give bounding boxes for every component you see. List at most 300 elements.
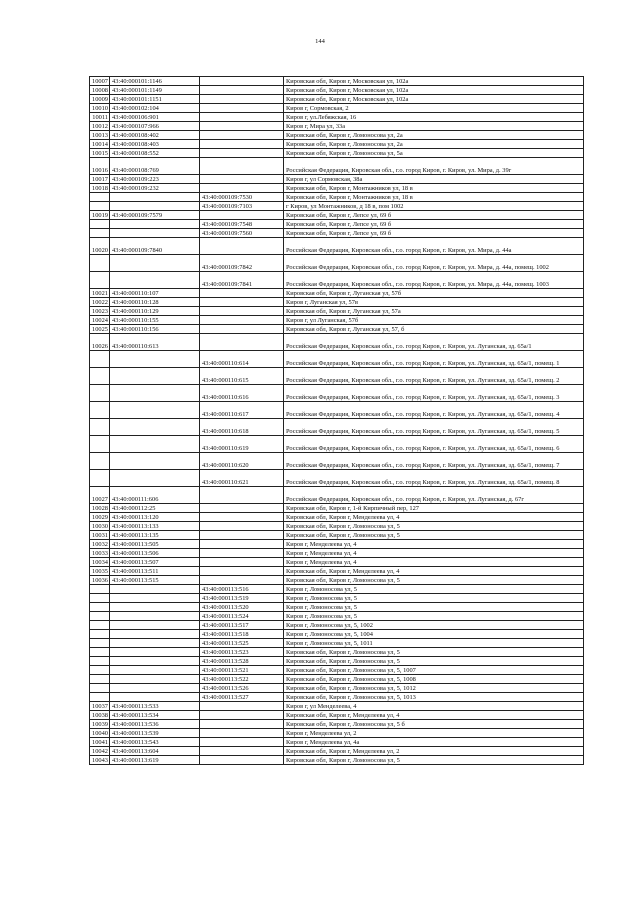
- address-cell: Российская Федерация, Кировская обл., г.о. город Киров, г. Киров, ул. Мира, д. 39г: [284, 158, 584, 175]
- row-number: [90, 675, 110, 684]
- sub-cadastral-number: [200, 149, 284, 158]
- address-cell: Кировская обл, Киров г, Менделеева ул, 4: [284, 567, 584, 576]
- table-row: [90, 657, 584, 666]
- row-number: [90, 612, 110, 621]
- table-row: [90, 149, 584, 158]
- cadastral-number: 43:40:000101:1151: [110, 95, 200, 104]
- row-number: [90, 585, 110, 594]
- address-cell: Кировская обл, Киров г, Ломоносова ул, 5: [284, 756, 584, 765]
- cadastral-number: 43:40:000113:505: [110, 540, 200, 549]
- cadastral-number: 43:40:000109:7840: [110, 238, 200, 255]
- sub-cadastral-number: [200, 140, 284, 149]
- sub-cadastral-number: 43:40:000113:526: [200, 684, 284, 693]
- sub-cadastral-number: [200, 77, 284, 86]
- table-row: [90, 756, 584, 765]
- cadastral-number: [110, 436, 200, 453]
- address-cell: Киров г, ул Сормовская, 38а: [284, 175, 584, 184]
- cadastral-number: [110, 684, 200, 693]
- table-row: [90, 540, 584, 549]
- table-row: [90, 175, 584, 184]
- address-cell: Кировская обл, Киров г, Ломоносова ул, 5: [284, 522, 584, 531]
- sub-cadastral-number: [200, 307, 284, 316]
- cadastral-number: [110, 255, 200, 272]
- sub-cadastral-number: 43:40:000113:522: [200, 675, 284, 684]
- table-row: [90, 702, 584, 711]
- row-number: [90, 351, 110, 368]
- table-row: [90, 747, 584, 756]
- address-cell: Кировская обл, Киров г, Лепсе ул, 69 б: [284, 220, 584, 229]
- row-number: 10039: [90, 720, 110, 729]
- cadastral-number: 43:40:000108:403: [110, 140, 200, 149]
- table-row: [90, 729, 584, 738]
- sub-cadastral-number: [200, 549, 284, 558]
- sub-cadastral-number: 43:40:000110:615: [200, 368, 284, 385]
- address-cell: Киров г, Менделеева ул, 4: [284, 549, 584, 558]
- row-number: 10030: [90, 522, 110, 531]
- address-cell: Кировская обл, Киров г, Монтажников ул, 18 в: [284, 184, 584, 193]
- row-number: 10016: [90, 158, 110, 175]
- row-number: [90, 657, 110, 666]
- table-row: [90, 603, 584, 612]
- row-number: [90, 621, 110, 630]
- row-number: 10031: [90, 531, 110, 540]
- table-row: [90, 630, 584, 639]
- sub-cadastral-number: [200, 576, 284, 585]
- table-row: [90, 113, 584, 122]
- row-number: [90, 648, 110, 657]
- address-cell: Киров г, Сормовская, 2: [284, 104, 584, 113]
- sub-cadastral-number: [200, 289, 284, 298]
- table-row: [90, 522, 584, 531]
- table-row: [90, 513, 584, 522]
- table-row: [90, 238, 584, 255]
- cadastral-number: 43:40:000113:536: [110, 720, 200, 729]
- address-cell: Кировская обл, Киров г, Ломоносова ул, 5, 1007: [284, 666, 584, 675]
- address-cell: Киров г, Менделеева ул, 2: [284, 729, 584, 738]
- sub-cadastral-number: 43:40:000109:7841: [200, 272, 284, 289]
- address-cell: Кировская обл, Киров г, Ломоносова ул, 2а: [284, 131, 584, 140]
- address-cell: Киров г, ул.Лебяжская, 16: [284, 113, 584, 122]
- row-number: 10009: [90, 95, 110, 104]
- address-cell: Кировская обл, Киров г, Ломоносова ул, 5: [284, 648, 584, 657]
- address-cell: Российская Федерация, Кировская обл., г.о. город Киров, г. Киров, ул. Луганская, зд. 65а/1, помещ. 1: [284, 351, 584, 368]
- cadastral-number: [110, 402, 200, 419]
- address-cell: Российская Федерация, Кировская обл., г.о. город Киров, г. Киров, ул. Мира, д. 44а, помещ. 1003: [284, 272, 584, 289]
- sub-cadastral-number: 43:40:000109:7842: [200, 255, 284, 272]
- table-row: [90, 202, 584, 211]
- sub-cadastral-number: [200, 184, 284, 193]
- register-table-body: [90, 77, 584, 765]
- table-row: [90, 368, 584, 385]
- table-row: [90, 720, 584, 729]
- table-row: [90, 131, 584, 140]
- cadastral-number: 43:40:000113:604: [110, 747, 200, 756]
- table-row: [90, 531, 584, 540]
- table-row: [90, 255, 584, 272]
- address-cell: Российская Федерация, Кировская обл., г.о. город Киров, г. Киров, ул. Луганская, зд. 65а/1, помещ. 5: [284, 419, 584, 436]
- address-cell: Кировская обл, Киров г, Менделеева ул, 2: [284, 747, 584, 756]
- row-number: 10029: [90, 513, 110, 522]
- table-row: [90, 621, 584, 630]
- sub-cadastral-number: [200, 113, 284, 122]
- cadastral-number: 43:40:000110:129: [110, 307, 200, 316]
- address-cell: Кировская обл, Киров г, Лепсе ул, 69 б: [284, 211, 584, 220]
- row-number: 10036: [90, 576, 110, 585]
- address-cell: Киров г, ул Луганская, 57б: [284, 316, 584, 325]
- sub-cadastral-number: 43:40:000110:616: [200, 385, 284, 402]
- cadastral-number: [110, 693, 200, 702]
- address-cell: Киров г, Мира ул, 33а: [284, 122, 584, 131]
- address-cell: Кировская обл, Киров г, Ломоносова ул, 5, 1013: [284, 693, 584, 702]
- row-number: 10027: [90, 487, 110, 504]
- row-number: [90, 385, 110, 402]
- sub-cadastral-number: 43:40:000113:524: [200, 612, 284, 621]
- cadastral-number: [110, 666, 200, 675]
- address-cell: Киров г, Менделеева ул, 4а: [284, 738, 584, 747]
- row-number: [90, 693, 110, 702]
- address-cell: г Киров, ул Монтажников, д 18 в, пом 1002: [284, 202, 584, 211]
- cadastral-number: [110, 385, 200, 402]
- address-cell: Кировская обл, Киров г, 1-й Кирпичный пер, 127: [284, 504, 584, 513]
- row-number: 10043: [90, 756, 110, 765]
- table-row: [90, 738, 584, 747]
- row-number: 10035: [90, 567, 110, 576]
- row-number: 10025: [90, 325, 110, 334]
- cadastral-number: 43:40:000110:128: [110, 298, 200, 307]
- table-row: [90, 211, 584, 220]
- cadastral-number: [110, 648, 200, 657]
- address-cell: Российская Федерация, Кировская обл., г.о. город Киров, г. Киров, ул. Луганская, зд. 65а/1, помещ. 2: [284, 368, 584, 385]
- address-cell: Кировская обл, Киров г, Московская ул, 102а: [284, 77, 584, 86]
- cadastral-number: 43:40:000101:1149: [110, 86, 200, 95]
- address-cell: Кировская обл, Киров г, Менделеева ул, 4: [284, 513, 584, 522]
- cadastral-number: [110, 603, 200, 612]
- address-cell: Киров г, Менделеева ул, 4: [284, 540, 584, 549]
- sub-cadastral-number: [200, 131, 284, 140]
- table-row: [90, 549, 584, 558]
- cadastral-number: 43:40:000113:534: [110, 711, 200, 720]
- address-cell: Кировская обл, Киров г, Московская ул, 102а: [284, 86, 584, 95]
- row-number: 10015: [90, 149, 110, 158]
- table-row: [90, 576, 584, 585]
- address-cell: Кировская обл, Киров г, Московская ул, 102а: [284, 95, 584, 104]
- sub-cadastral-number: 43:40:000113:518: [200, 630, 284, 639]
- table-row: [90, 594, 584, 603]
- sub-cadastral-number: 43:40:000109:7560: [200, 229, 284, 238]
- sub-cadastral-number: 43:40:000109:7548: [200, 220, 284, 229]
- row-number: 10042: [90, 747, 110, 756]
- address-cell: Кировская обл, Киров г, Ломоносова ул, 5, 1008: [284, 675, 584, 684]
- address-cell: Российская Федерация, Кировская обл., г.о. город Киров, г. Киров, ул. Луганская, д. 67г: [284, 487, 584, 504]
- cadastral-number: [110, 193, 200, 202]
- sub-cadastral-number: [200, 504, 284, 513]
- table-row: [90, 675, 584, 684]
- table-row: [90, 419, 584, 436]
- table-row: [90, 453, 584, 470]
- cadastral-number: [110, 621, 200, 630]
- table-row: [90, 140, 584, 149]
- address-cell: Российская Федерация, Кировская обл., г.о. город Киров, г. Киров, ул. Луганская, зд. 65а/1, помещ. 7: [284, 453, 584, 470]
- cadastral-number: 43:40:000108:402: [110, 131, 200, 140]
- cadastral-number: 43:40:000102:104: [110, 104, 200, 113]
- address-cell: Кировская обл, Киров г, Ломоносова ул, 2а: [284, 140, 584, 149]
- cadastral-number: 43:40:000108:769: [110, 158, 200, 175]
- cadastral-number: [110, 202, 200, 211]
- sub-cadastral-number: 43:40:000110:618: [200, 419, 284, 436]
- sub-cadastral-number: [200, 158, 284, 175]
- address-cell: Киров г, Ломоносова ул, 5: [284, 585, 584, 594]
- address-cell: Российская Федерация, Кировская обл., г.о. город Киров, г. Киров, ул. Мира, д. 44а, помещ. 1002: [284, 255, 584, 272]
- address-cell: Российская Федерация, Кировская обл., г.о. город Киров, г. Киров, ул. Луганская, зд. 65а/1: [284, 334, 584, 351]
- row-number: 10028: [90, 504, 110, 513]
- sub-cadastral-number: 43:40:000110:619: [200, 436, 284, 453]
- address-cell: Российская Федерация, Кировская обл., г.о. город Киров, г. Киров, ул. Луганская, зд. 65а/1, помещ. 6: [284, 436, 584, 453]
- cadastral-number: 43:40:000113:135: [110, 531, 200, 540]
- page-number: 144: [315, 38, 325, 45]
- row-number: [90, 193, 110, 202]
- address-cell: Российская Федерация, Кировская обл., г.о. город Киров, г. Киров, ул. Луганская, зд. 65а/1, помещ. 3: [284, 385, 584, 402]
- address-cell: Кировская обл, Киров г, Лепсе ул, 69 б: [284, 229, 584, 238]
- address-cell: Киров г, Ломоносова ул, 5, 1004: [284, 630, 584, 639]
- table-row: [90, 229, 584, 238]
- row-number: [90, 419, 110, 436]
- row-number: 10026: [90, 334, 110, 351]
- row-number: [90, 220, 110, 229]
- cadastral-number: 43:40:000110:613: [110, 334, 200, 351]
- table-row: [90, 693, 584, 702]
- sub-cadastral-number: [200, 122, 284, 131]
- address-cell: Киров г, Менделеева ул, 4: [284, 558, 584, 567]
- table-row: [90, 95, 584, 104]
- cadastral-number: [110, 657, 200, 666]
- cadastral-number: [110, 419, 200, 436]
- sub-cadastral-number: [200, 298, 284, 307]
- sub-cadastral-number: [200, 316, 284, 325]
- table-row: [90, 567, 584, 576]
- table-row: [90, 77, 584, 86]
- sub-cadastral-number: 43:40:000113:520: [200, 603, 284, 612]
- cadastral-number: [110, 229, 200, 238]
- row-number: [90, 453, 110, 470]
- table-row: [90, 385, 584, 402]
- table-row: [90, 470, 584, 487]
- sub-cadastral-number: 43:40:000113:527: [200, 693, 284, 702]
- sub-cadastral-number: 43:40:000109:7530: [200, 193, 284, 202]
- address-cell: Российская Федерация, Кировская обл., г.о. город Киров, г. Киров, ул. Луганская, зд. 65а/1, помещ. 8: [284, 470, 584, 487]
- row-number: 10022: [90, 298, 110, 307]
- table-row: [90, 585, 584, 594]
- cadastral-number: 43:40:000111:606: [110, 487, 200, 504]
- row-number: [90, 255, 110, 272]
- cadastral-number: [110, 351, 200, 368]
- cadastral-number: 43:40:000107:966: [110, 122, 200, 131]
- row-number: [90, 639, 110, 648]
- cadastral-number: 43:40:000106:901: [110, 113, 200, 122]
- cadastral-number: 43:40:000110:155: [110, 316, 200, 325]
- table-row: [90, 86, 584, 95]
- cadastral-number: 43:40:000108:552: [110, 149, 200, 158]
- table-row: [90, 666, 584, 675]
- table-row: [90, 298, 584, 307]
- sub-cadastral-number: [200, 711, 284, 720]
- row-number: 10011: [90, 113, 110, 122]
- address-cell: Киров г, Ломоносова ул, 5: [284, 594, 584, 603]
- table-row: [90, 351, 584, 368]
- sub-cadastral-number: [200, 729, 284, 738]
- sub-cadastral-number: 43:40:000113:521: [200, 666, 284, 675]
- row-number: 10037: [90, 702, 110, 711]
- cadastral-number: 43:40:000109:7579: [110, 211, 200, 220]
- row-number: 10023: [90, 307, 110, 316]
- table-row: [90, 684, 584, 693]
- table-row: [90, 436, 584, 453]
- address-cell: Киров г, Ломоносова ул, 5, 1002: [284, 621, 584, 630]
- address-cell: Киров г, Луганская ул, 57в: [284, 298, 584, 307]
- sub-cadastral-number: [200, 747, 284, 756]
- cadastral-number: 43:40:000113:506: [110, 549, 200, 558]
- address-cell: Российская Федерация, Кировская обл., г.о. город Киров, г. Киров, ул. Луганская, зд. 65а/1, помещ. 4: [284, 402, 584, 419]
- cadastral-number: 43:40:000113:507: [110, 558, 200, 567]
- row-number: 10013: [90, 131, 110, 140]
- sub-cadastral-number: 43:40:000113:516: [200, 585, 284, 594]
- row-number: [90, 630, 110, 639]
- sub-cadastral-number: [200, 238, 284, 255]
- cadastral-number: [110, 630, 200, 639]
- row-number: 10038: [90, 711, 110, 720]
- sub-cadastral-number: [200, 522, 284, 531]
- table-row: [90, 289, 584, 298]
- cadastral-number: 43:40:000113:619: [110, 756, 200, 765]
- cadastral-number: 43:40:000113:133: [110, 522, 200, 531]
- sub-cadastral-number: [200, 531, 284, 540]
- sub-cadastral-number: [200, 211, 284, 220]
- row-number: [90, 202, 110, 211]
- sub-cadastral-number: [200, 756, 284, 765]
- cadastral-number: [110, 594, 200, 603]
- table-row: [90, 487, 584, 504]
- sub-cadastral-number: [200, 702, 284, 711]
- table-row: [90, 272, 584, 289]
- row-number: [90, 470, 110, 487]
- sub-cadastral-number: 43:40:000110:617: [200, 402, 284, 419]
- cadastral-number: 43:40:000110:156: [110, 325, 200, 334]
- table-row: [90, 334, 584, 351]
- table-row: [90, 184, 584, 193]
- table-row: [90, 504, 584, 513]
- cadastral-number: [110, 368, 200, 385]
- row-number: 10034: [90, 558, 110, 567]
- address-cell: Кировская обл, Киров г, Ломоносова ул, 5: [284, 531, 584, 540]
- cadastral-number: [110, 675, 200, 684]
- cadastral-number: 43:40:000109:232: [110, 184, 200, 193]
- address-cell: Кировская обл, Киров г, Ломоносова ул, 5: [284, 657, 584, 666]
- sub-cadastral-number: 43:40:000110:621: [200, 470, 284, 487]
- table-row: [90, 325, 584, 334]
- sub-cadastral-number: [200, 558, 284, 567]
- cadastral-number: 43:40:000110:107: [110, 289, 200, 298]
- sub-cadastral-number: 43:40:000113:523: [200, 648, 284, 657]
- cadastral-number: [110, 612, 200, 621]
- sub-cadastral-number: [200, 175, 284, 184]
- address-cell: Кировская обл, Киров г, Менделеева ул, 4: [284, 711, 584, 720]
- sub-cadastral-number: 43:40:000113:517: [200, 621, 284, 630]
- address-cell: Кировская обл, Киров г, Монтажников ул, 18 в: [284, 193, 584, 202]
- sub-cadastral-number: 43:40:000110:620: [200, 453, 284, 470]
- sub-cadastral-number: 43:40:000110:614: [200, 351, 284, 368]
- table-row: [90, 402, 584, 419]
- table-row: [90, 122, 584, 131]
- table-row: [90, 316, 584, 325]
- cadastral-number: 43:40:000113:533: [110, 702, 200, 711]
- row-number: [90, 666, 110, 675]
- row-number: 10024: [90, 316, 110, 325]
- sub-cadastral-number: [200, 567, 284, 576]
- table-row: [90, 220, 584, 229]
- row-number: 10032: [90, 540, 110, 549]
- table-row: [90, 648, 584, 657]
- register-table: [89, 76, 584, 765]
- sub-cadastral-number: [200, 334, 284, 351]
- row-number: 10012: [90, 122, 110, 131]
- cadastral-number: [110, 585, 200, 594]
- row-number: 10014: [90, 140, 110, 149]
- row-number: [90, 229, 110, 238]
- address-cell: Кировская обл, Киров г, Ломоносова ул, 5 б: [284, 720, 584, 729]
- address-cell: Кировская обл, Киров г, Ломоносова ул, 5: [284, 576, 584, 585]
- sub-cadastral-number: 43:40:000113:525: [200, 639, 284, 648]
- row-number: [90, 436, 110, 453]
- row-number: 10007: [90, 77, 110, 86]
- row-number: [90, 272, 110, 289]
- row-number: [90, 368, 110, 385]
- sub-cadastral-number: [200, 540, 284, 549]
- sub-cadastral-number: [200, 95, 284, 104]
- sub-cadastral-number: [200, 487, 284, 504]
- sub-cadastral-number: 43:40:000113:519: [200, 594, 284, 603]
- row-number: 10019: [90, 211, 110, 220]
- row-number: 10020: [90, 238, 110, 255]
- cadastral-number: 43:40:000113:543: [110, 738, 200, 747]
- row-number: [90, 402, 110, 419]
- row-number: 10033: [90, 549, 110, 558]
- table-row: [90, 193, 584, 202]
- row-number: 10017: [90, 175, 110, 184]
- address-cell: Кировская обл, Киров г, Луганская ул, 57, б: [284, 325, 584, 334]
- sub-cadastral-number: 43:40:000109:7103: [200, 202, 284, 211]
- cadastral-number: [110, 272, 200, 289]
- cadastral-number: 43:40:000112:25: [110, 504, 200, 513]
- sub-cadastral-number: [200, 325, 284, 334]
- row-number: [90, 684, 110, 693]
- row-number: 10040: [90, 729, 110, 738]
- table-row: [90, 558, 584, 567]
- row-number: 10010: [90, 104, 110, 113]
- address-cell: Киров г, Ломоносова ул, 5, 1011: [284, 639, 584, 648]
- row-number: 10021: [90, 289, 110, 298]
- table-row: [90, 307, 584, 316]
- sub-cadastral-number: [200, 720, 284, 729]
- table-row: [90, 612, 584, 621]
- address-cell: Российская Федерация, Кировская обл., г.о. город Киров, г. Киров, ул. Мира, д. 44а: [284, 238, 584, 255]
- cadastral-number: 43:40:000113:511: [110, 567, 200, 576]
- sub-cadastral-number: [200, 738, 284, 747]
- address-cell: Киров г, Ломоносова ул, 5: [284, 612, 584, 621]
- sub-cadastral-number: [200, 86, 284, 95]
- cadastral-number: [110, 453, 200, 470]
- cadastral-number: 43:40:000113:120: [110, 513, 200, 522]
- cadastral-number: [110, 639, 200, 648]
- row-number: 10008: [90, 86, 110, 95]
